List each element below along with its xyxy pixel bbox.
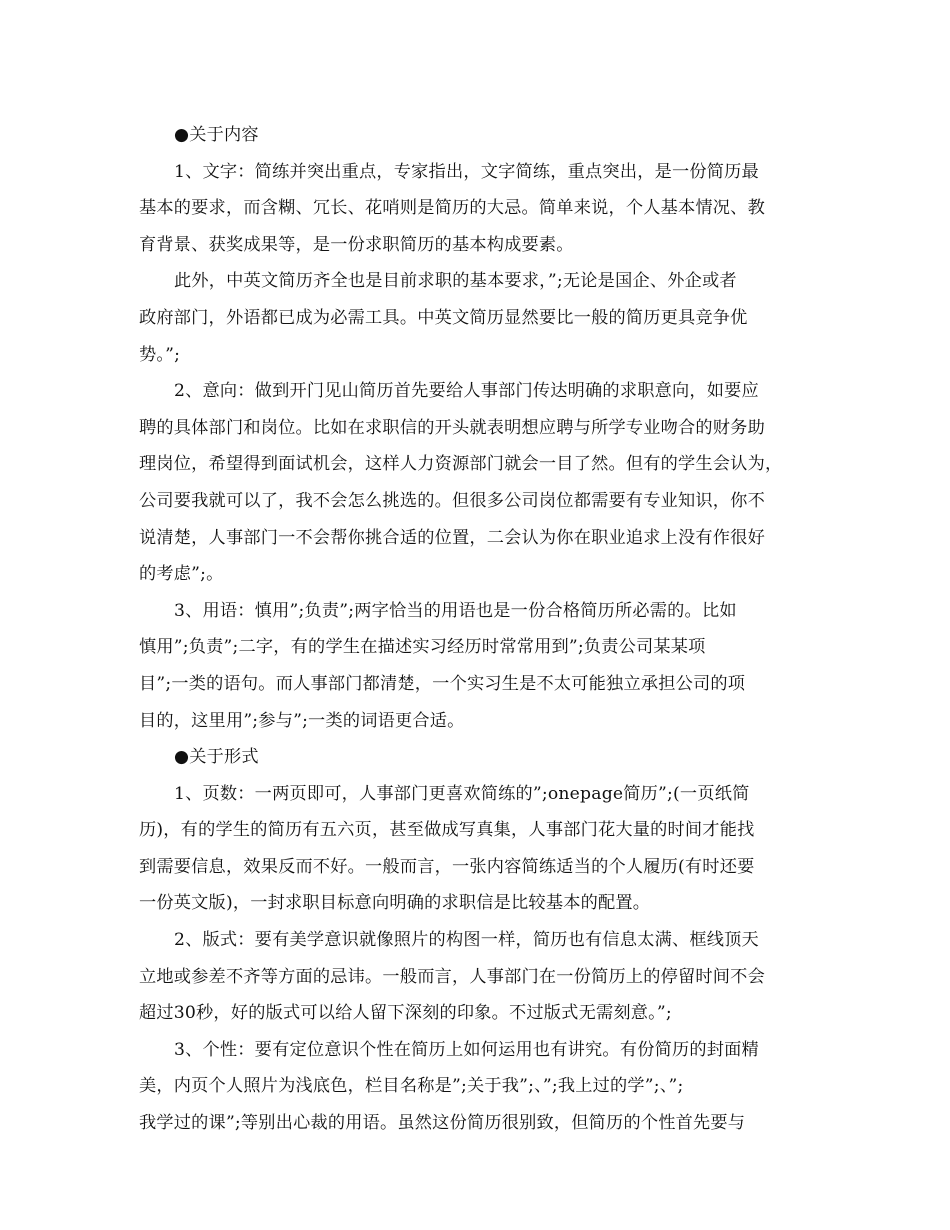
document-body [139, 117, 811, 1142]
text-line: 目”;一类的语句。而人事部门都清楚，一个实习生是不太可能独立承担公司的项 [139, 673, 746, 694]
text-line: 超过30秒，好的版式可以给人留下深刻的印象。不过版式无需刻意。”; [139, 1003, 672, 1024]
text-line: 3、个性：要有定位意识个性在简历上如何运用也有讲究。有份简历的封面精 [174, 1039, 759, 1060]
text-line: 到需要信息，效果反而不好。一般而言，一张内容简练适当的个人履历(有时还要 [139, 856, 755, 877]
text-line: 育背景、获奖成果等，是一份求职简历的基本构成要素。 [139, 234, 574, 255]
text-line: 美，内页个人照片为浅底色，栏目名称是”;关于我”;、”;我上过的学”;、”; [139, 1076, 684, 1097]
text-line: 说清楚，人事部门一不会帮你挑合适的位置，二会认为你在职业追求上没有作很好 [139, 527, 765, 548]
section-heading-form: ●关于形式 [174, 747, 259, 768]
text-line: 2、版式：要有美学意识就像照片的构图一样，简历也有信息太满、框线顶天 [174, 930, 759, 951]
text-line: 的考虑”;。 [139, 564, 224, 585]
text-line: 历)，有的学生的简历有五六页，甚至做成写真集，人事部门花大量的时间才能找 [139, 820, 755, 841]
text-line: 2、意向：做到开门见山简历首先要给人事部门传达明确的求职意向，如要应 [174, 381, 759, 402]
text-line: 聘的具体部门和岗位。比如在求职信的开头就表明想应聘与所学专业吻合的财务助 [139, 417, 765, 438]
text-line: 理岗位，希望得到面试机会，这样人力资源部门就会一目了然。但有的学生会认为， [139, 454, 783, 475]
text-line: 目的，这里用”;参与”;一类的词语更合适。 [139, 710, 465, 731]
text-line: 势。”; [139, 344, 181, 365]
text-line: 立地或参差不齐等方面的忌讳。一般而言，人事部门在一份简历上的停留时间不会 [139, 966, 765, 987]
text-line: 我学过的课”;等别出心裁的用语。虽然这份简历很别致，但简历的个性首先要与 [139, 1113, 746, 1134]
text-line: 1、页数：一两页即可，人事部门更喜欢简练的”;onepage简历”;(一页纸简 [174, 783, 750, 804]
text-line: 基本的要求，而含糊、冗长、花哨则是简历的大忌。简单来说，个人基本情况、教 [139, 198, 765, 219]
text-line: 此外，中英文简历齐全也是目前求职的基本要求，”;无论是国企、外企或者 [174, 271, 737, 292]
section-heading-content: ●关于内容 [174, 125, 259, 145]
text-line: 3、用语：慎用”;负责”;两字恰当的用语也是一份合格简历所必需的。比如 [174, 600, 737, 621]
text-line: 公司要我就可以了，我不会怎么挑选的。但很多公司岗位都需要有专业知识，你不 [139, 490, 765, 511]
text-line: 慎用”;负责”;二字，有的学生在描述实习经历时常常用到”;负责公司某某项 [139, 637, 706, 658]
text-line: 政府部门，外语都已成为必需工具。中英文简历显然要比一般的简历更具竞争优 [139, 307, 748, 328]
text-line: 一份英文版)，一封求职目标意向明确的求职信是比较基本的配置。 [139, 893, 651, 914]
text-line: 1、文字：简练并突出重点，专家指出，文字简练，重点突出，是一份简历最 [174, 161, 759, 182]
